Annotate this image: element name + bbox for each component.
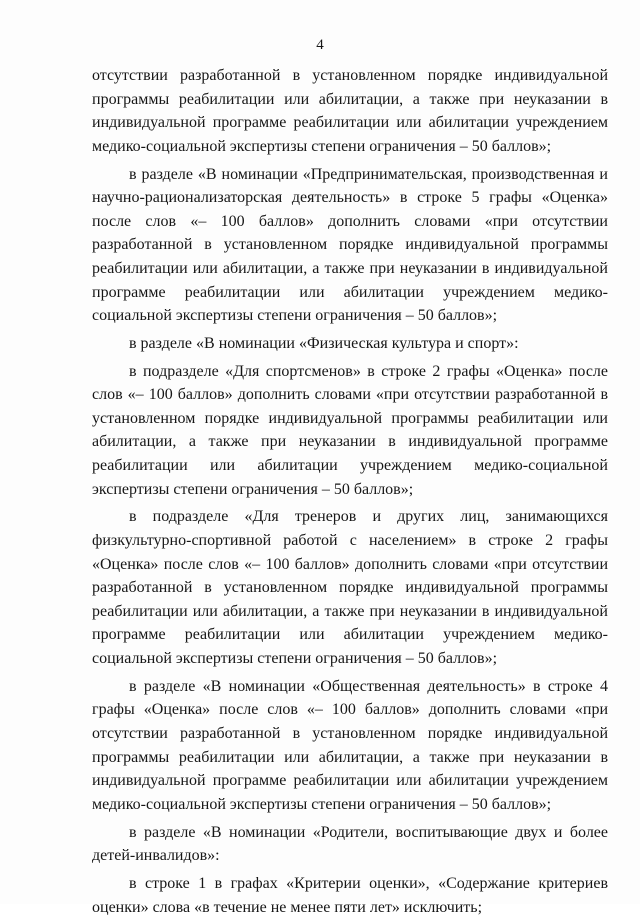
paragraph-continuation: отсутствии разработанной в установленном порядке индивидуальной программы реабилитации или абилитации, а также при неуказании в индивидуальной программе реабилитации или абилитации учреждением медико-социальной экспертизы степени ограничения – 50 баллов»; xyxy=(92,67,608,155)
page-number: 4 xyxy=(316,37,324,53)
paragraph-sport-section-heading: в разделе «В номинации «Физическая культура и спорт»: xyxy=(129,334,519,352)
paragraph-parents-section-heading: в разделе «В номинации «Родители, воспитывающие двух и более детей-инвалидов»: xyxy=(92,823,608,865)
document-body xyxy=(92,64,608,919)
paragraph-criteria-exclusion: в строке 1 в графах «Критерии оценки», «Содержание критериев оценки» слова «в течение не менее пяти лет» исключить; xyxy=(92,874,608,916)
paragraph-entrepreneurship-section: в разделе «В номинации «Предпринимательская, производственная и научно-рационализаторская деятельность» в строке 5 графы «Оценка» после слов «– 100 баллов» дополнить словами «при отсутствии разработанной в установленном порядке индивидуальной программы реабилитации или абилитации, а также при неуказании в индивидуальной программе реабилитации или абилитации учреждением медико-социальной экспертизы степени ограничения – 50 баллов»; xyxy=(92,165,608,325)
paragraph-coaches-subsection: в подразделе «Для тренеров и других лиц, занимающихся физкультурно-спортивной работой с населением» в строке 2 графы «Оценка» после слов «– 100 баллов» дополнить словами «при отсутствии разработанной в установленном порядке индивидуальной программы реабилитации или абилитации, а также при неуказании в индивидуальной программе реабилитации или абилитации учреждением медико-социальной экспертизы степени ограничения – 50 баллов»; xyxy=(92,508,608,667)
paragraph-public-activity-section: в разделе «В номинации «Общественная деятельность» в строке 4 графы «Оценка» после слов «– 100 баллов» дополнить словами «при отсутствии разработанной в установленном порядке индивидуальной программы реабилитации или абилитации, а также при неуказании в индивидуальной программе реабилитации или абилитации учреждением медико-социальной экспертизы степени ограничения – 50 баллов»; xyxy=(92,677,608,813)
paragraph-athletes-subsection: в подразделе «Для спортсменов» в строке 2 графы «Оценка» после слов «– 100 баллов» дополнить словами «при отсутствии разработанной в установленном порядке индивидуальной программы реабилитации или абилитации, а также при неуказании в индивидуальной программе реабилитации или абилитации учреждением медико-социальной экспертизы степени ограничения – 50 баллов»; xyxy=(92,362,608,498)
